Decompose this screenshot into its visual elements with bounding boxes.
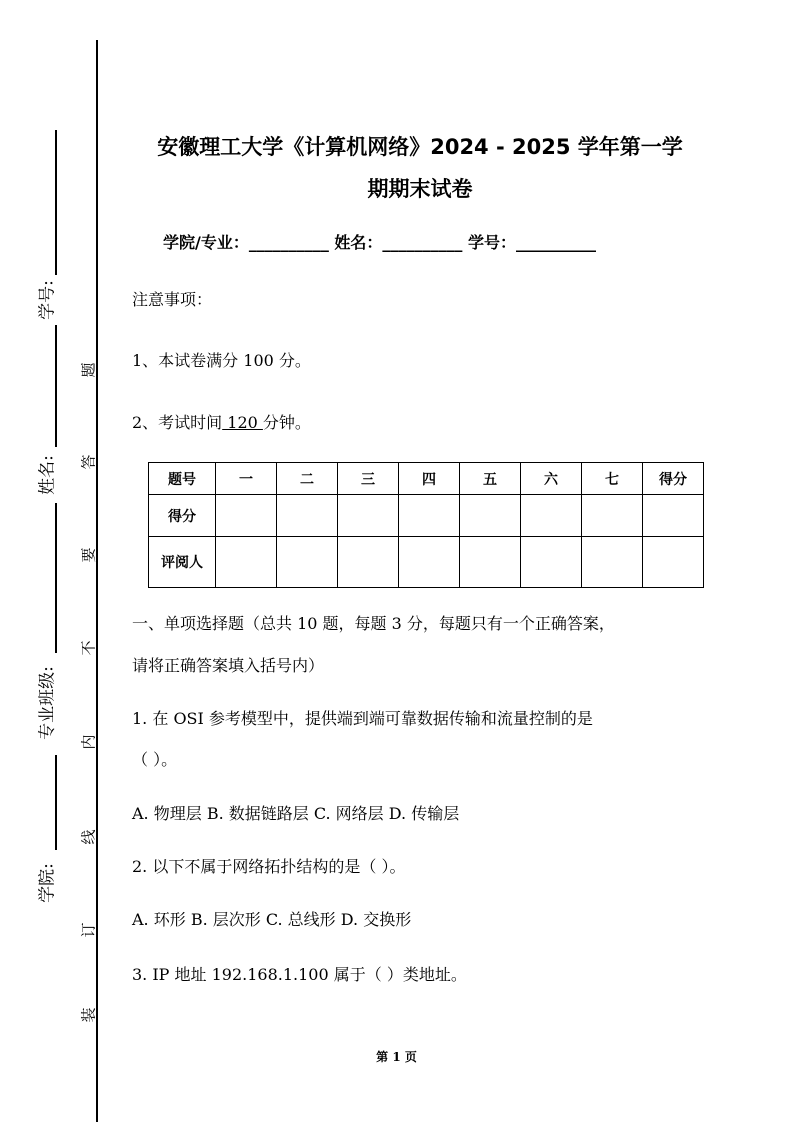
seal-char: 内 (79, 734, 98, 750)
grader-cell (216, 537, 277, 588)
exam-duration: 120 (222, 413, 263, 432)
score-cell (338, 495, 399, 537)
binding-line (96, 40, 98, 1122)
grader-cell (521, 537, 582, 588)
question-1-options: A. 物理层 B. 数据链路层 C. 网络层 D. 传输层 (132, 804, 460, 823)
note-text: 分钟。 (262, 413, 311, 432)
header-cell: 六 (521, 463, 582, 495)
margin-line (55, 755, 57, 850)
question-2-options: A. 环形 B. 层次形 C. 总线形 D. 交换形 (132, 910, 412, 929)
margin-name: 姓名: (37, 455, 58, 495)
seal-char: 要 (79, 547, 98, 563)
grader-cell (582, 537, 643, 588)
title-line: 安徽理工大学《计算机网络》2024 - 2025 学年第一学 (157, 135, 683, 159)
grader-cell (338, 537, 399, 588)
margin-line (55, 325, 57, 447)
header-cell: 二 (277, 463, 338, 495)
question-1-blank: （ ）。 (132, 750, 178, 769)
score-table (148, 462, 704, 588)
header-cell: 七 (582, 463, 643, 495)
score-cell (277, 495, 338, 537)
score-cell (521, 495, 582, 537)
margin-major: 专业班级: (37, 666, 58, 740)
margin-college: 学院: (37, 863, 58, 903)
title-line: 期期末试卷 (367, 177, 473, 201)
grader-cell (277, 537, 338, 588)
row-label: 评阅人 (149, 537, 216, 588)
question-1: 1. 在 OSI 参考模型中，提供端到端可靠数据传输和流量控制的是 (132, 709, 593, 728)
grader-cell (460, 537, 521, 588)
seal-char: 装 (79, 1007, 98, 1023)
row-label: 得分 (149, 495, 216, 537)
grader-cell (643, 537, 704, 588)
seal-char: 不 (79, 640, 98, 656)
seal-char: 答 (79, 454, 98, 470)
header-cell: 题号 (149, 463, 216, 495)
score-cell (399, 495, 460, 537)
header-cell: 五 (460, 463, 521, 495)
section-heading: 一、单项选择题（总共 10 题，每题 3 分，每题只有一个正确答案， (132, 614, 615, 633)
question-3: 3. IP 地址 192.168.1.100 属于（ ）类地址。 (132, 965, 467, 984)
score-cell (582, 495, 643, 537)
margin-line (55, 503, 57, 653)
score-cell (216, 495, 277, 537)
student-info: 学院/专业：__________ 姓名：__________ 学号：__________ (163, 233, 596, 252)
margin-student-id: 学号: (37, 280, 58, 320)
page-number: 第 1 页 (376, 1050, 417, 1064)
notes-heading: 注意事项： (132, 290, 213, 309)
note-text: 2、考试时间 (132, 413, 223, 432)
seal-char: 订 (79, 922, 98, 938)
section-heading: 请将正确答案填入括号内） (132, 656, 325, 675)
grader-cell (399, 537, 460, 588)
exam-title (120, 126, 720, 210)
header-cell: 得分 (643, 463, 704, 495)
header-cell: 一 (216, 463, 277, 495)
score-cell (643, 495, 704, 537)
margin-line (55, 130, 57, 275)
seal-char: 题 (79, 362, 98, 378)
note-item: 1、本试卷满分 100 分。 (132, 351, 311, 370)
seal-char: 线 (79, 829, 98, 845)
note-item (132, 410, 311, 433)
question-2: 2. 以下不属于网络拓扑结构的是（ ）。 (132, 857, 406, 876)
header-cell: 三 (338, 463, 399, 495)
header-cell: 四 (399, 463, 460, 495)
score-cell (460, 495, 521, 537)
